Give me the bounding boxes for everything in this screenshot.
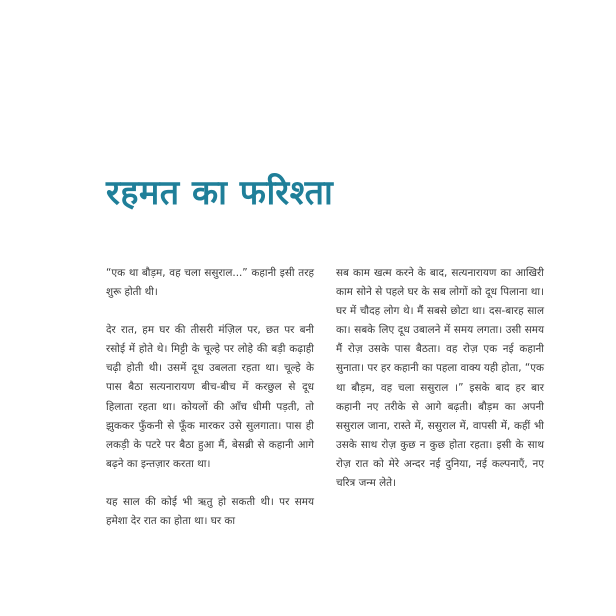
paragraph: देर रात, हम घर की तीसरी मंज़िल पर, छत पर बनी रसोई में होते थे। मिट्टी के चूल्हे पर लोहे की बड़ी कढ़ाही चढ़ी होती थी। उसमें दूध उबलता रहता था। चूल्हे के पास बैठा सत्यनारायण बीच-बीच में करछुल से दूध हिलाता रहता था। कोयलों की आँच धीमी पड़ती, तो झुककर फुँकनी से फूँक मारकर उसे सुलगाता। पास ही लकड़ी के पटरे पर बैठा हुआ मैं, बेसब्री से कहानी आगे बढ़ने का इन्तज़ार करता था।	[106, 324, 314, 470]
text-column-right	[336, 264, 544, 493]
paragraph: “एक था बौड़म, वह चला ससुराल...” कहानी इसी तरह शुरू होती थी।	[106, 267, 314, 299]
paragraph: सब काम खत्म करने के बाद, सत्यनारायण का आखिरी काम सोने से पहले घर के सब लोगों को दूध पिलाना था। घर में चौदह लोग थे। मैं सबसे छोटा था। दस-बारह साल का। सबके लिए दूध उबालने में समय लगता। उसी समय मैं रोज़ उसके पास बैठता। वह रोज़ एक नई कहानी सुनाता। पर हर कहानी का पहला वाक्य यही होता, “एक था बौड़म, वह चला ससुराल ।” इसके बाद हर बार कहानी नए तरीके से आगे बढ़ती। बौड़म का अपनी ससुराल जाना, रास्ते में, ससुराल में, वापसी में, कहीं भी उसके साथ रोज़ कुछ न कुछ होता रहता। इसी के साथ रोज़ रात को मेरे अन्दर नई दुनिया, नई कल्पनाएँ, नए चरित्र जन्म लेते।	[336, 267, 544, 490]
story-title: रहमत का फरिश्ता	[106, 173, 334, 213]
text-column-left	[106, 264, 314, 531]
paragraph: यह साल की कोई भी ऋतु हो सकती थी। पर समय हमेशा देर रात का होता था। घर का	[106, 495, 314, 528]
